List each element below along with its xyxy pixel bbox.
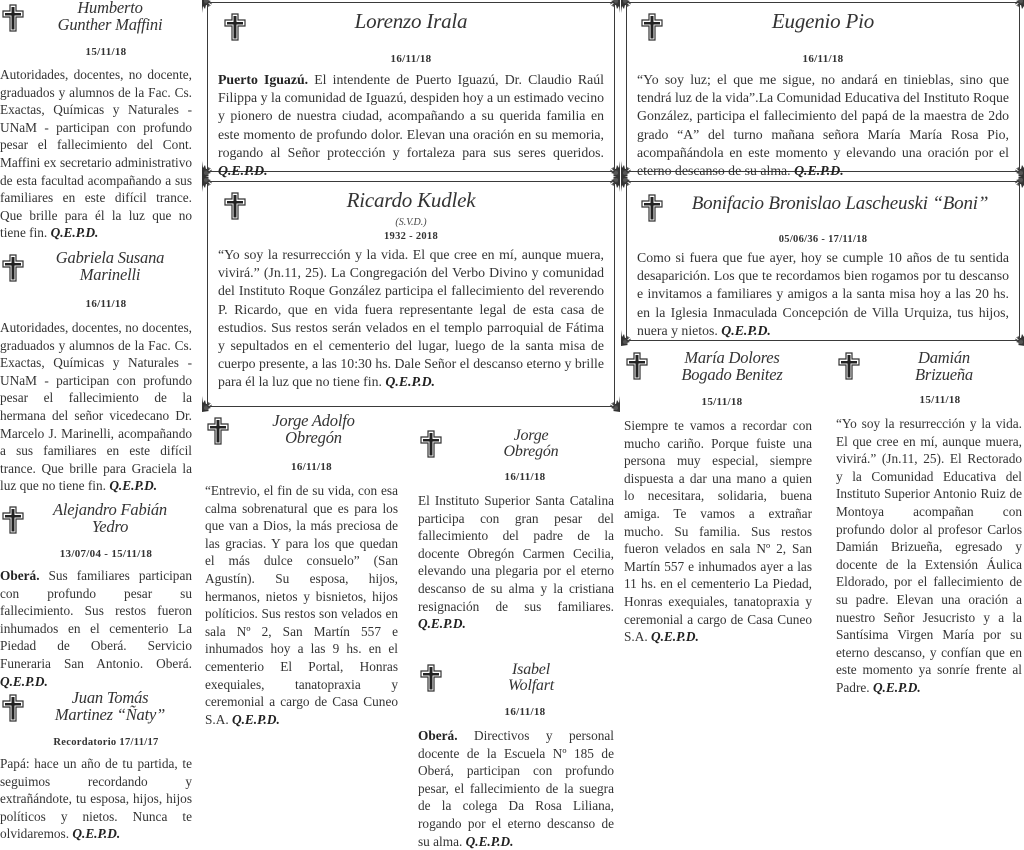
- qepd-closing: Q.E.P.D.: [794, 163, 844, 179]
- obituary-martinez: [0, 690, 192, 843]
- notice-text: El Instituto Superior Santa Catalina participa con gran pesar del fallecimiento del padre de la docente Obregón Carmen Cecilia, elevando una plegaria por el eterno descanso de su alma y la cristiana resignación de sus familiares. Q.E.P.D.: [418, 493, 614, 632]
- corner-ornament-icon: [621, 161, 637, 177]
- deceased-name: Isabel Wolfart: [507, 661, 555, 695]
- notice-date: 16/11/18: [802, 53, 844, 65]
- deceased-name: Humberto Gunther Maffini: [57, 0, 163, 34]
- notice-date: Recordatorio 17/11/17: [53, 737, 159, 748]
- qepd-closing: Q.E.P.D.: [50, 225, 99, 241]
- qepd-closing: Q.E.P.D.: [0, 673, 48, 689]
- notice-date: 15/11/18: [701, 396, 743, 408]
- notice-date: 05/06/36 - 17/11/18: [778, 234, 868, 245]
- notice-date: 15/11/18: [85, 46, 127, 58]
- corner-ornament-icon: [621, 0, 637, 13]
- corner-ornament-icon: [202, 396, 218, 412]
- deceased-name: Damián Brizueña: [915, 348, 973, 384]
- notice-text: Autoridades, docentes, no docentes, graduados y alumnos de la Fac. Cs. Exactas, Químicas y Naturales - UNaM - participan con profundo pesar el fallecimiento de la hermana del señor vicedecano Dr. Marcelo J. Marinelli, acompañando a sus familiares en este difícil trance. Que brille para Graciela la luz que no tiene fin. Q.E.P.D.: [0, 320, 192, 494]
- cross-icon: [641, 13, 663, 41]
- obituary-jorge-obregon: [418, 428, 614, 633]
- corner-ornament-icon: [604, 161, 620, 177]
- notice-text: “Entrevio, el fin de su vida, con esa calma sobrenatural que es para los que van a Dios, la más preciosa de las gracias. Y para los que quedan el más dulce consuelo” (San Agustín). Su esposa, hijos, hermanos, nietos y bisnietos, hijos políticios. Sus restos son velados en sala Nº 2, San Martín 557 e inhumados hoy a las 9 hs. en el cementerio El Portal, Honras exequiales, tanatopraxia y ceremonial a cargo de Casa Cuneo S.A. Q.E.P.D.: [205, 483, 398, 727]
- obituary-kudlek: [207, 181, 615, 407]
- cross-icon: [626, 352, 648, 380]
- corner-ornament-icon: [1009, 330, 1024, 346]
- obituary-lascheuski: [626, 181, 1020, 341]
- corner-ornament-icon: [1009, 0, 1024, 13]
- cross-icon: [641, 194, 663, 222]
- notice-date: 1932 - 2018: [383, 231, 439, 242]
- obituary-maffini: [0, 0, 192, 242]
- obituary-pio: [626, 2, 1020, 179]
- obituary-jorge-adolfo-obregon: [205, 413, 398, 728]
- notice-date: 16/11/18: [504, 706, 546, 718]
- notice-text: Puerto Iguazú. El intendente de Puerto Iguazú, Dr. Claudio Raúl Filippa y la comunidad de Iguazú, despiden hoy a un estimado vecino y pionero de nuestra ciudad, acompañando a su querida familia en este momento de profundo dolor. Elevan una oración en su memoria, rogando al Señor protección y fortaleza para sus seres queridos. Q.E.P.D.: [218, 72, 604, 179]
- corner-ornament-icon: [604, 176, 620, 192]
- cross-icon: [2, 4, 24, 32]
- cross-icon: [420, 664, 442, 692]
- obituary-irala: [207, 2, 615, 179]
- cross-icon: [420, 430, 442, 458]
- qepd-closing: Q.E.P.D.: [418, 616, 466, 632]
- qepd-closing: Q.E.P.D.: [385, 374, 435, 390]
- qepd-closing: Q.E.P.D.: [872, 679, 921, 695]
- corner-ornament-icon: [202, 0, 218, 13]
- qepd-closing: Q.E.P.D.: [721, 322, 771, 338]
- deceased-name: Alejandro Fabián Yedro: [53, 500, 167, 536]
- notice-text: “Yo soy la resurrección y la vida. El que cree en mí, aunque muera, vivirá.” (Jn.11, 25). El Rectorado y la Comunidad Educativa del Instituto Superior Antonio Ruiz de Montoya acompañan con profundo dolor al profesor Carlos Damián Brizueña, egresado y docente de la Extensión Áulica Eldorado, por el fallecimiento de su padre. Elevan una oración a nuestro Señor Jesucristo y a la Santísima Virgen María por su eterno descanso, y confían que en este momento ya sonríe frente al Padre. Q.E.P.D.: [836, 416, 1022, 695]
- notice-date: 16/11/18: [504, 471, 546, 483]
- deceased-name: Eugenio Pio: [771, 9, 875, 33]
- notice-date: 16/11/18: [291, 461, 332, 473]
- obituary-marinelli: [0, 250, 192, 495]
- obituary-brizuena: [836, 350, 1022, 697]
- qepd-closing: Q.E.P.D.: [231, 711, 280, 727]
- deceased-name: Jorge Obregón: [503, 427, 559, 461]
- obituary-wolfart: [418, 662, 614, 850]
- deceased-name: Lorenzo Irala: [354, 9, 468, 33]
- cross-icon: [207, 417, 229, 445]
- notice-text: Oberá. Sus familiares participan con profundo pesar su fallecimiento. Sus restos fueron inhumados en el cementerio La Piedad de Oberá. Servicio Funeraria San Antonio. Oberá. Q.E.P.D.: [0, 568, 192, 689]
- corner-ornament-icon: [1009, 176, 1024, 192]
- qepd-closing: Q.E.P.D.: [109, 478, 158, 494]
- notice-text: Siempre te vamos a recordar con mucho cariño. Porque fuiste una persona muy especial, siempre dispuesta a dar una mano a quien lo necesitara, solidaria, buena amiga. Te vamos a extrañar mucho. Su familia. Sus restos fueron velados en sala Nº 2, San Martín 557 e inhumados ayer a las 11 hs. en el cementerio La Piedad, Honras exequiales, tanatopraxia y ceremonial a cargo de Casa Cuneo S.A. Q.E.P.D.: [624, 418, 812, 645]
- cross-icon: [2, 254, 24, 282]
- notice-date: 13/07/04 - 15/11/18: [59, 548, 153, 560]
- notice-text: Como si fuera que fue ayer, hoy se cumple 10 años de tu sentida desaparición. Los que te recordamos bien rogamos por tu descanso e invitamos a familiares y amigos a la santa misa hoy a las 20 hs. en la Iglesia Inmaculada Concepción de Villa Urquiza, tus hijos, nuera y nietos. Q.E.P.D.: [637, 250, 1009, 338]
- corner-ornament-icon: [1009, 161, 1024, 177]
- deceased-name: Gabriela Susana Marinelli: [55, 248, 165, 284]
- notice-text: “Yo soy la resurrección y la vida. El que cree en mí, aunque muera, vivirá.” (Jn.11, 25). La Congregación del Verbo Divino y comunidad del Instituto Roque González participa el fallecimiento del reverendo P. Ricardo, que en vida fuera representante legal de esta casa de estudios. Sus restos serán velados en el templo parroquial de Fátima y sepultados en el cementerio del lugar, luego de la santa misa de cuerpo presente, a las 10:30 hs. Dale Señor el descanso eterno y brille para él la luz que no tiene fin. Q.E.P.D.: [218, 247, 604, 390]
- notice-subtitle: (S.V.D.): [395, 217, 427, 228]
- qepd-closing: Q.E.P.D.: [650, 629, 699, 645]
- corner-ornament-icon: [202, 176, 218, 192]
- notice-date: 15/11/18: [919, 394, 961, 406]
- qepd-closing: Q.E.P.D.: [465, 833, 514, 849]
- cross-icon: [2, 694, 24, 722]
- corner-ornament-icon: [604, 396, 620, 412]
- cross-icon: [838, 352, 860, 380]
- cross-icon: [224, 13, 246, 41]
- notice-date: 16/11/18: [85, 298, 127, 310]
- corner-ornament-icon: [621, 330, 637, 346]
- obituary-bogado-benitez: [624, 350, 812, 646]
- cross-icon: [2, 506, 24, 534]
- qepd-closing: Q.E.P.D.: [218, 163, 268, 179]
- obituary-yedro: [0, 502, 192, 690]
- cross-icon: [224, 192, 246, 220]
- deceased-name: Ricardo Kudlek: [346, 188, 476, 212]
- corner-ornament-icon: [604, 0, 620, 13]
- deceased-name: María Dolores Bogado Benitez: [681, 348, 783, 384]
- corner-ornament-icon: [621, 176, 637, 192]
- notice-text: “Yo soy luz; el que me sigue, no andará en tinieblas, sino que tendrá luz de la vida”.La Comunidad Educativa del Instituto Roque González, participa el fallecimiento del papá de la maestra de 2do grado “A” del turno mañana señora María María Rosa Pio, acompañándola en este momento y elevando una oración por el eterno descanso de su alma. Q.E.P.D.: [637, 72, 1009, 179]
- notice-text: Papá: hace un año de tu partida, te seguimos recordando y extrañándote, tu esposa, hijos, hijos políticos y nietos. Nunca te olvidaremos. Q.E.P.D.: [0, 756, 192, 842]
- deceased-name: Bonifacio Bronislao Lascheuski “Boni”: [691, 193, 989, 214]
- qepd-closing: Q.E.P.D.: [72, 826, 121, 842]
- notice-date: 16/11/18: [390, 53, 432, 65]
- deceased-name: Jorge Adolfo Obregón: [272, 411, 355, 447]
- corner-ornament-icon: [202, 161, 218, 177]
- notice-text: Oberá. Directivos y personal docente de la Escuela Nº 185 de Oberá, participan con profundo pesar, el fallecimiento de la suegra de la colega Da Rosa Liliana, rogando por el eterno descanso de su alma. Q.E.P.D.: [418, 728, 614, 849]
- deceased-name: Juan Tomás Martinez “Ñaty”: [54, 688, 166, 724]
- notice-text: Autoridades, docentes, no docente, graduados y alumnos de la Fac. Cs. Exactas, Químicas y Naturales - UNaM - participan con profundo pesar el fallecimiento del Cont. Maffini ex secretario administrativo de esta facultad acompañando a sus familiares en este difícil trance. Que brille para él la luz que no tiene fin. Q.E.P.D.: [0, 67, 192, 241]
